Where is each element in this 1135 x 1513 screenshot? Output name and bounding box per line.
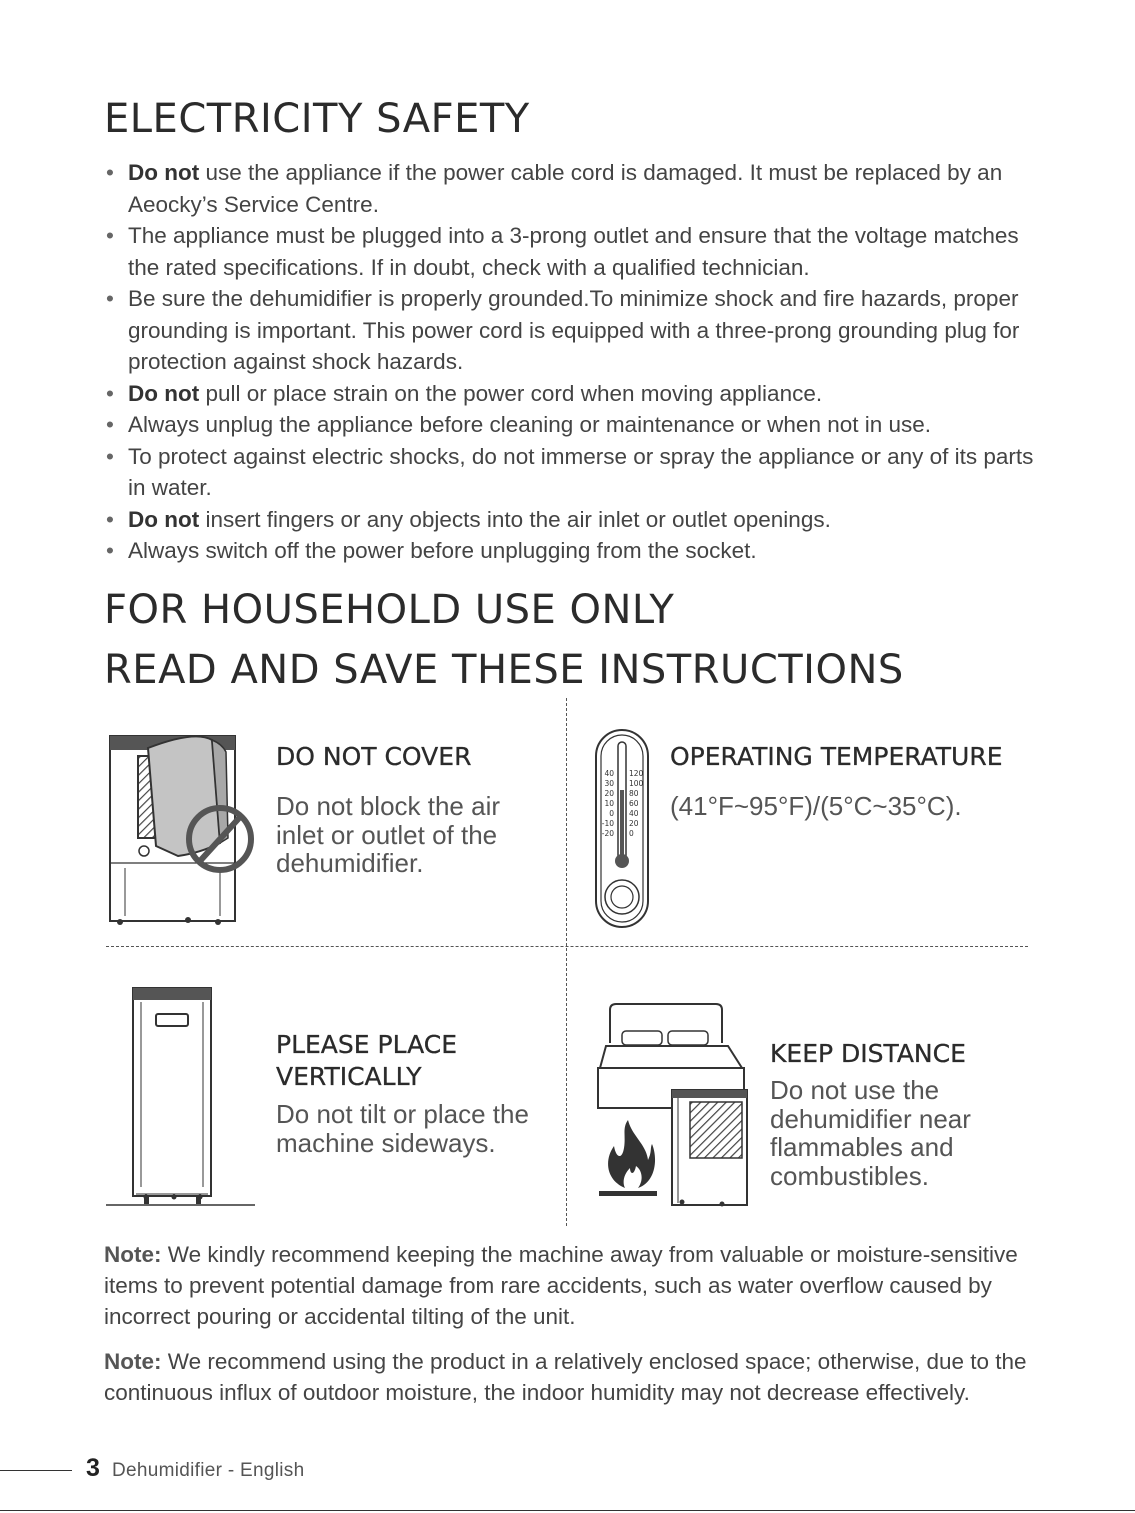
list-item-text: pull or place strain on the power cord when moving appliance. [199,380,823,406]
list-item-text: Always switch off the power before unplugging from the socket. [128,538,757,563]
bold-prefix: Do not [128,380,200,406]
footer-label: Dehumidifier - English [112,1460,305,1481]
bed-and-dehumidifier-icon [592,998,757,1210]
celsius-tick-label: 40 [604,769,614,778]
bold-prefix: Do not [128,160,200,185]
celsius-tick-label: 10 [604,799,614,808]
list-item [104,409,1044,441]
note-label: Note: [104,1349,162,1374]
list-item [104,535,1044,567]
list-item [104,220,1044,283]
section-body-keep-distance: Do not use the dehumidifier near flammables and combustibles. [770,1075,971,1191]
fahrenheit-tick-label: 40 [629,809,639,818]
page-bottom-rule [0,1510,1135,1511]
list-item-text: Always unplug the appliance before cleaning or maintenance or when not in use. [128,412,932,437]
list-item [104,157,1044,220]
upright-dehumidifier-icon [100,982,260,1210]
note-paragraph [104,1239,1034,1332]
electricity-safety-list [104,157,1044,567]
list-item-text: Be sure the dehumidifier is properly grounded.To minimize shock and fire hazards, proper grounding is important. This power cord is equipped with a three-prong grounding plug for protection against shock hazards. [128,286,1020,374]
celsius-tick-label: 0 [609,809,614,818]
fahrenheit-tick-label: 20 [629,819,639,828]
section-body-do-not-cover: Do not block the air inlet or outlet of the dehumidifier. [276,791,501,878]
bold-prefix: Do not [128,506,200,532]
celsius-tick-label: 30 [604,779,614,788]
section-body-operating-temperature: (41°F~95°F)/(5°C~35°C). [670,791,962,821]
section-title-keep-distance: KEEP DISTANCE [770,1039,966,1068]
fahrenheit-tick-label: 0 [629,829,634,838]
covered-dehumidifier-icon [100,728,260,933]
list-item-text: use the appliance if the power cable cord is damaged. It must be replaced by an Aeocky’s Service Centre. [128,160,1003,217]
fahrenheit-tick-label: 100 [629,779,644,788]
horizontal-divider [106,946,1028,947]
list-item [104,378,1044,410]
celsius-tick-label: 20 [604,789,614,798]
fahrenheit-tick-label: 80 [629,789,639,798]
fahrenheit-tick-label: 60 [629,799,639,808]
celsius-tick-label: -20 [601,829,614,838]
section-title-place-vertically: PLEASE PLACE VERTICALLY [276,1030,458,1091]
section-body-place-vertically: Do not tilt or place the machine sideways. [276,1099,529,1158]
page-number: 3 [86,1454,100,1482]
note-label: Note: [104,1242,162,1267]
note-paragraph [104,1346,1034,1408]
list-item-text: To protect against electric shocks, do not immerse or spray the appliance or any of its parts in water. [128,443,1034,500]
note-text: We recommend using the product in a relatively enclosed space; otherwise, due to the continuous influx of outdoor moisture, the indoor humidity may not decrease effectively. [104,1349,1027,1405]
list-item [104,504,1044,536]
heading-household-use-only: FOR HOUSEHOLD USE ONLY [104,587,675,633]
list-item [104,441,1044,504]
list-item-text: insert fingers or any objects into the air inlet or outlet openings. [199,506,831,532]
list-item [104,283,1044,378]
fahrenheit-tick-label: 120 [629,769,644,778]
list-item-text: The appliance must be plugged into a 3-prong outlet and ensure that the voltage matches the rated specifications. If in doubt, check with a qualified technician. [128,223,1019,280]
thermometer-icon [592,728,652,930]
vertical-divider [566,698,567,1226]
footer-rule [0,1470,72,1471]
section-title-do-not-cover: DO NOT COVER [276,742,472,771]
celsius-tick-label: -10 [601,819,614,828]
section-title-operating-temperature: OPERATING TEMPERATURE [670,742,1003,771]
note-text: We kindly recommend keeping the machine away from valuable or moisture-sensitive items to prevent potential damage from rare accidents, such as water overflow caused by incorrect pouring or accidental tilting of the unit. [104,1242,1018,1329]
section-heading-electricity-safety: ELECTRICITY SAFETY [104,96,530,142]
heading-read-and-save: READ AND SAVE THESE INSTRUCTIONS [104,647,904,693]
